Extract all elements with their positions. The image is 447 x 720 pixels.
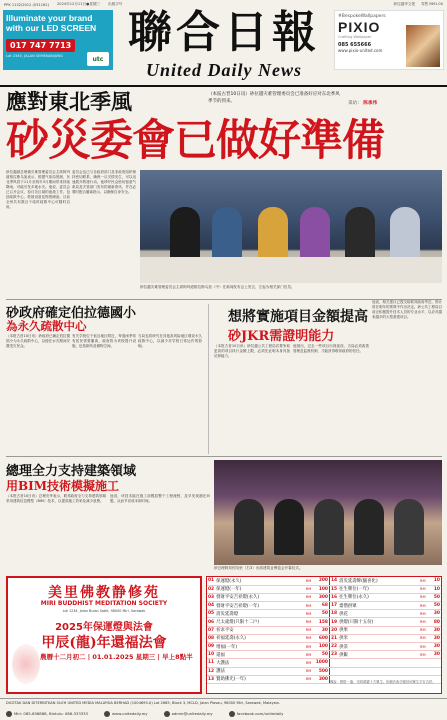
table-row [207, 593, 441, 601]
table-cell: 50 [315, 651, 330, 659]
table-cell: RM [305, 577, 315, 585]
ad-event-subtitle: 甲辰(龍)年還福法會 [41, 635, 167, 651]
table-cell: 04 [208, 603, 215, 609]
lead-headline[interactable]: 砂災委會已做好準備 [6, 116, 384, 166]
table-cell: 20 [330, 627, 338, 633]
table-cell: RM [419, 577, 429, 585]
table-cell: 100 [315, 643, 330, 651]
story4-subtitle[interactable]: 用BIM技術模擬施工 [6, 479, 120, 493]
table-cell [429, 659, 441, 667]
story4-photo[interactable] [214, 460, 442, 565]
byline-label: 采访： [348, 101, 362, 106]
led-ad-headline: Illuminate your brand with our LED SCREEN [6, 13, 97, 33]
table-row [207, 667, 441, 675]
pixio-website: www.pixio-united.com [338, 48, 383, 53]
table-cell: 發財平安吉祥燈(永久) [215, 593, 305, 601]
table-cell: 13 [208, 676, 215, 682]
table-cell: 23 [330, 652, 338, 658]
table-cell: 30 [429, 626, 441, 634]
table-cell: RM [419, 651, 429, 659]
ad-org-chinese: 美里佛教静修苑 [48, 585, 160, 601]
table-cell: 18 [330, 611, 338, 617]
table-row [207, 651, 441, 659]
story4-body-col1: （本报古晋10日讯）总理安华表示，联邦政府全力支持建筑领域采用建筑信息模型（BIM）技术，以提高施工效率及减少浪费。 [6, 494, 106, 503]
story2-title[interactable]: 砂政府確定伯拉德國小 [6, 306, 137, 321]
photo-person [390, 207, 420, 263]
table-cell: RM [305, 651, 315, 659]
table-cell: 05 [208, 611, 215, 617]
table-cell: 發財平安吉祥燈(一年) [215, 602, 305, 610]
masthead-chinese[interactable]: 聯合日報 [128, 7, 320, 58]
table-cell: 100 [315, 585, 330, 593]
table-cell: 09 [208, 644, 215, 650]
table-cell: RM [419, 634, 429, 642]
retail-price: 零售 RM1.00 [421, 2, 443, 6]
table-cell: 300 [315, 593, 330, 601]
table-cell: 11 [208, 660, 215, 666]
table-cell: 02 [208, 586, 215, 592]
table-cell: RM [305, 618, 315, 626]
table-cell: 50 [429, 602, 441, 610]
table-cell: 30 [429, 651, 441, 659]
table-row [207, 643, 441, 651]
lead-body-col1: 砂拉越副总理兼灾难管理委员会主席阿玛道格拉斯乌加表示，根据气象局预测，东北季风将于11月至明年3月期间带来持续降雨，可能引发多地水灾。他说，委员会已召开会议，检讨各区域的备战工作，包括疏散中心、救援设备及物资储备。目前全州共有数百个临时疏散中心可随时启用。 [6, 170, 70, 209]
table-cell: 供飯 [338, 651, 419, 659]
table-cell: 增福(一年) [215, 643, 305, 651]
pixio-wallpaper-ad[interactable] [334, 10, 444, 70]
table-cell: 600 [315, 634, 330, 642]
story2-subtitle[interactable]: 為永久疏散中心 [6, 319, 87, 333]
ad-org-english: MIRI BUDDHIST MEDITATION SOCIETY [40, 600, 168, 607]
table-cell: 供燈(只限十五份) [338, 618, 419, 626]
table-cell: RM [419, 585, 429, 593]
table-cell: 22 [330, 644, 338, 650]
table-cell [329, 659, 338, 667]
table-cell: 保運燈(一年) [215, 585, 305, 593]
table-cell: 供米 [338, 634, 419, 642]
table-row [207, 659, 441, 667]
led-ad-address: Lot 2345, JALAN SEMENANJUNG [6, 54, 63, 58]
photo-table [140, 257, 442, 283]
table-cell: 14 [330, 578, 338, 584]
header-divider [0, 85, 447, 87]
table-row [207, 626, 441, 634]
lead-byline [348, 100, 377, 106]
table-cell: RM [305, 585, 315, 593]
table-cell: 10 [429, 577, 441, 585]
story4-body-col2: 他说，该技术能在施工前模拟整个工程流程，及早发现潜在问题，从而节省成本和时间。 [110, 494, 210, 503]
phone-icon [6, 711, 12, 717]
table-cell: 03 [208, 594, 215, 600]
lead-kicker: 應對東北季風 [6, 89, 132, 114]
table-cell: 消災延壽燈 [215, 610, 305, 618]
lead-body-col2: 委员会也已与各政府部门及非政府组织保持密切联系，确保一旦灾情发生，可以迅速展开救援行动。他呼吁民众密切留意气象局及灾管部门发布的最新资讯，并在必要时配合撤离指示，以确保自身安全。 [72, 170, 136, 194]
table-cell: RM [305, 643, 315, 651]
table-cell: RM [305, 626, 315, 634]
table-cell: RM [419, 593, 429, 601]
story2-body-col3: 当局也将研究在其他高风险地区增设永久疏散中心，以减少对学校日常运作的影响。 [138, 334, 202, 348]
lead-photo[interactable] [140, 170, 442, 283]
section-divider [6, 456, 442, 457]
table-cell: 21 [330, 635, 338, 641]
table-cell: 供花 [338, 610, 419, 618]
table-cell: 往生牌位(永久) [338, 593, 419, 601]
table-cell: 68 [315, 602, 330, 610]
utc-logo-icon: utc [87, 52, 109, 66]
table-cell: 贊助佛光(一年) [215, 675, 305, 683]
photo-person [300, 207, 330, 263]
lead-summary: （本报古晋10日讯）砂拉越灾难管理委员会已准备好应对东北季风季节的到来。 [208, 92, 340, 104]
led-ad-phone: 017 747 7713 [6, 39, 75, 52]
table-cell [329, 667, 338, 675]
table-row [207, 610, 441, 618]
table-row [207, 618, 441, 626]
pixio-hashtag: #BespokeWallpapers [338, 14, 386, 19]
table-cell: 15 [330, 586, 338, 592]
photo-person [314, 499, 344, 555]
ad-event-title: 2025年保運燈與法會 [55, 622, 153, 633]
table-cell: 30 [429, 643, 441, 651]
photo-person [345, 207, 375, 263]
story3-body-col2: 他指出，过去一些项目出现延误，当局必须改善管理及监督机制，才能获得联邦政府的信任。 [293, 344, 369, 353]
edition-label: 出版字号 [108, 2, 123, 6]
table-cell: 50 [429, 593, 441, 601]
footer-web[interactable]: www.unitedaily.my [104, 711, 148, 717]
table-cell: 供果 [338, 626, 419, 634]
table-cell: 齋僧供眾 [338, 602, 419, 610]
table-cell: RM [305, 602, 315, 610]
table-cell: RM [305, 667, 315, 675]
table-cell: 10 [208, 652, 215, 658]
table-cell: 祈福延壽(永久) [215, 634, 305, 642]
issue-date: 2024年12月11日●星期三 [57, 2, 101, 6]
paper-tagline: 砂拉越华文报 [393, 2, 416, 6]
table-cell: 16 [330, 594, 338, 600]
led-screen-ad[interactable] [3, 10, 113, 70]
table-cell: 護法 [215, 667, 305, 675]
dragon-zodiac-icon [12, 644, 40, 684]
footer-phone[interactable]: Miri: 085-658888, Bintulu: 086-333333 [6, 711, 88, 717]
table-cell: 尺太歲燈(只限十二戶) [215, 618, 305, 626]
table-cell: 07 [208, 627, 215, 633]
table-cell: RM [419, 626, 429, 634]
table-cell: RM [419, 602, 429, 610]
table-cell [429, 667, 441, 675]
table-cell: 12 [208, 668, 215, 674]
ad-event-date: 農曆十二月初二 | 01.01.2025 星期三 | 早上8點半 [40, 653, 193, 661]
buddhist-society-ad[interactable] [6, 576, 202, 694]
table-cell: 19 [330, 619, 338, 625]
table-cell: RM [305, 659, 315, 667]
table-cell: 還福 [215, 651, 305, 659]
table-cell: RM [305, 593, 315, 601]
table-cell: 大護法 [215, 659, 305, 667]
email-icon [164, 711, 170, 717]
table-cell: 30 [429, 634, 441, 642]
photo-person [170, 207, 200, 263]
table-row [207, 602, 441, 610]
story4-title[interactable]: 總理全力支持建築領域 [6, 464, 137, 479]
table-cell: RM [305, 675, 315, 683]
table-cell [419, 667, 429, 675]
pixio-subtitle: Crafting Wallpaper [338, 35, 372, 39]
globe-icon [104, 711, 110, 717]
table-cell: 158 [315, 618, 330, 626]
photo-person [354, 499, 384, 555]
story2-body-col1: （本报古晋10日讯）砂政府已确定伯拉德国小为永久疏散中心，以便在水灾期间安置受灾民众。 [6, 334, 70, 348]
table-cell [338, 659, 419, 667]
table-cell: 30 [429, 610, 441, 618]
table-cell: RM [419, 610, 429, 618]
table-cell: 供茶 [338, 643, 419, 651]
table-cell: 1000 [315, 660, 328, 666]
column-divider [208, 304, 209, 454]
story3-title[interactable]: 想將實施項目金額提高 [228, 309, 368, 325]
story4-photo-caption: 砂总理阿邦佐哈里（右3）出席建筑业博览会开幕仪式。 [214, 566, 303, 570]
table-cell: 200 [315, 577, 330, 585]
table-row [207, 577, 441, 585]
story2-body-col2: 有关学校位于低洼地区附近，每逢雨季常有居民需要撤离，政府将为该校提升设施，包括厕所及储物空间。 [72, 334, 136, 348]
photo-person [274, 499, 304, 555]
lead-photo-caption: 砂拉越灾难管理委员会主席阿玛道格拉斯乌加（中）在新闻发布会上发言，左起为相关部门官员。 [140, 285, 295, 289]
price-table [207, 577, 441, 684]
photo-person [234, 499, 264, 555]
wallpaper-swatch-icon [406, 25, 440, 67]
table-cell: 500 [315, 667, 330, 675]
table-cell [419, 659, 429, 667]
table-cell [338, 667, 419, 675]
footer-facebook[interactable]: facebook.com/unitedaily [229, 711, 284, 717]
table-cell: 300 [315, 675, 330, 683]
permit-number: PPK 1132/2012 (031162) [4, 2, 50, 7]
table-cell: RM [305, 610, 315, 618]
table-row [207, 585, 441, 593]
table-cell: 01 [208, 578, 215, 584]
masthead-english: United Daily News [146, 60, 302, 80]
table-cell: 往生牌位(一年) [338, 585, 419, 593]
table-cell: RM [305, 634, 315, 642]
publisher-line: DICETAK DAN DITERBITKAN OLEH UNITED MEDIA MALAYSIA BERHAD (1004695-X) Lot 2685, Block 3, MCLD, Jalan Piasau, 98000 Miri, Sarawak, Malaysia. [0, 698, 447, 708]
table-cell: RM [419, 643, 429, 651]
table-cell: 保運燈(永久) [215, 577, 305, 585]
table-cell: 祈求平安 [215, 626, 305, 634]
story3-subtitle[interactable]: 砂JKR需證明能力 [228, 329, 335, 344]
photo-person [394, 499, 424, 555]
ad-address: Lot 1234, Jalan Bulan Sabit, 98000 Miri, Sarawak [62, 609, 146, 613]
footer-email[interactable]: admin@unitedaily.my [164, 711, 213, 717]
pixio-phone: 085 655666 [338, 42, 372, 48]
footer-contacts [0, 708, 447, 720]
table-cell: 80 [429, 618, 441, 626]
story3-body-col3: 他说，相关建议已提交给联邦政府考虑，预计将在明年的预算中作出决定。砂公共工程局目前正积极提升技术人员的专业水平，以应对越来越多的大型基建项目。 [372, 300, 442, 319]
table-cell: 06 [208, 619, 215, 625]
price-table-note: 佛說：燃燈一盞，光明照耀十方眾生。祈願法會功德回向眾生平安吉祥。 [330, 680, 436, 684]
byline-name: 陈承伟 [363, 101, 378, 106]
table-cell: 10 [429, 585, 441, 593]
table-cell: 08 [208, 635, 215, 641]
photo-person [258, 207, 288, 263]
table-cell: 30 [315, 626, 330, 634]
facebook-icon [229, 711, 235, 717]
table-cell: 50 [315, 610, 330, 618]
offering-price-table [206, 576, 442, 694]
table-row [207, 634, 441, 642]
table-cell: 消災延壽牌(隨喜化) [338, 577, 419, 585]
table-cell: RM [419, 618, 429, 626]
pixio-brand: PIXIO [338, 19, 381, 35]
table-cell: 17 [330, 603, 338, 609]
story3-body-col1: （本报古晋10日讯）砂拉越公共工程局若要争取更高的项目执行金额上限，必须先证明本身具备足够能力。 [214, 344, 290, 358]
photo-person [212, 207, 242, 263]
